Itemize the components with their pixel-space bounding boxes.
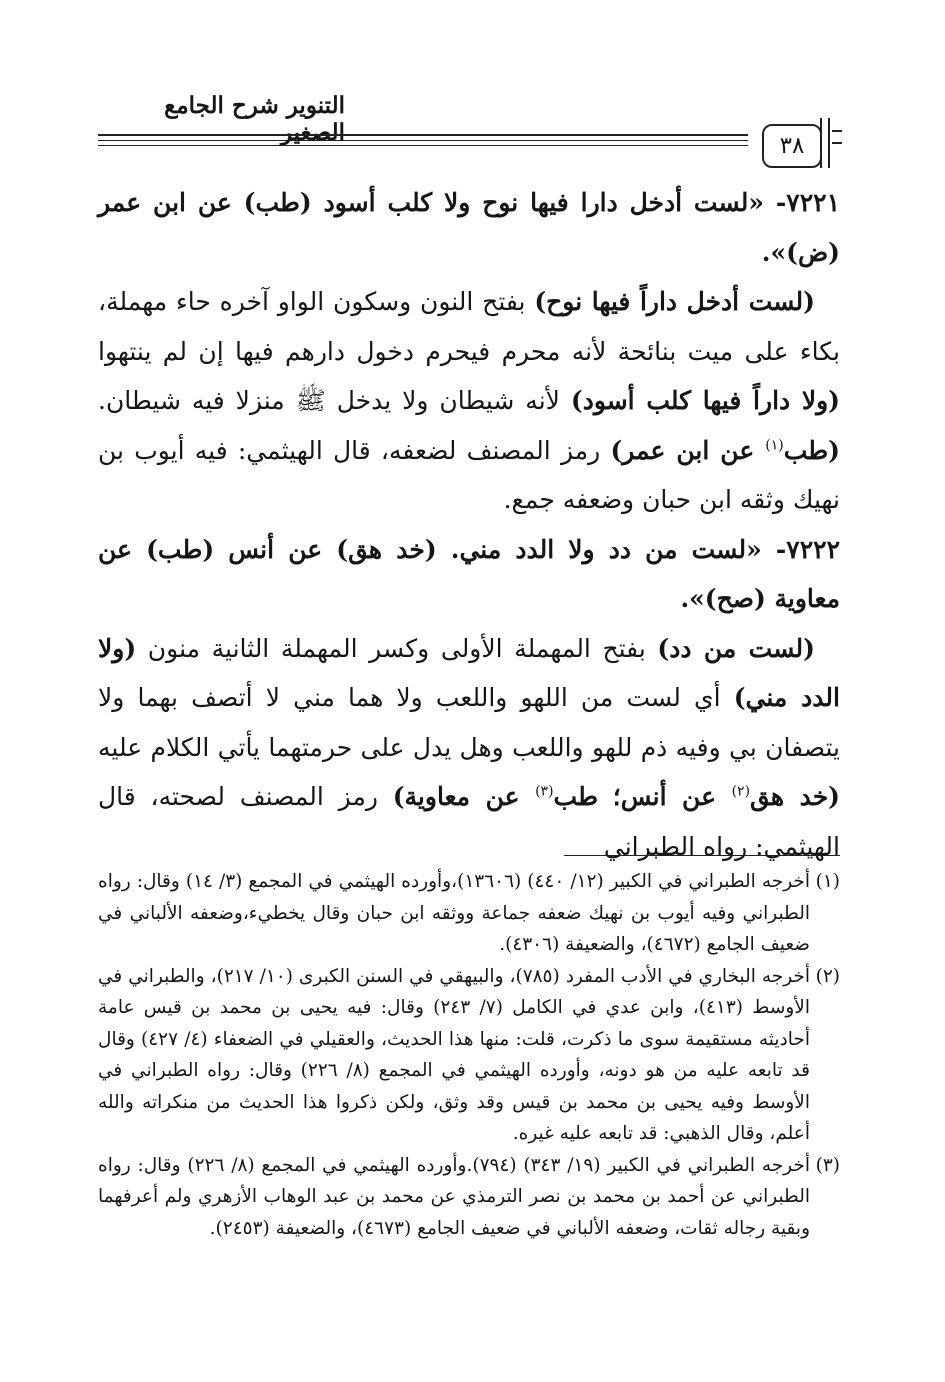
commentary-text: أي لست من اللهو واللعب ولا هما مني لا أتصف بهما ولا يتصفان بي وفيه ذم للهو واللعب وهل يدل على حرمتهما يأتي الكلام عليه <box>98 683 840 762</box>
footnote-marker[interactable]: (٢) <box>731 783 751 800</box>
quoted-phrase: (ولا داراً فيها كلب أسود) <box>570 386 840 415</box>
source-code: عن ابن عمر) <box>610 435 766 465</box>
commentary-text: رمز المصنف لضعفه، قال الهيثمي: فيه أيوب بن نهيك وثقه ابن حبان وضعفه جمع. <box>98 435 840 514</box>
header-rule-line <box>98 140 748 141</box>
quoted-phrase: (لست من دد) <box>657 633 815 663</box>
footnote-text: أخرجه الطبراني في الكبير (١٩/ ٣٤٣) (٧٩٤).وأورده الهيثمي في المجمع (٨/ ٢٢٦) وقال: رواه الطبراني عن أحمد بن محمد بن نصر الترمذي عن محمد بن عبد الوهاب الأزهري ولم أعرفهما وبقية رجاله ثقات، وضعفه الألباني في ضعيف الجامع (٤٦٧٣)، والضعيفة (٢٤٥٣). <box>98 1154 810 1239</box>
hadith-heading: ٧٢٢١- «لست أدخل دارا فيها نوح ولا كلب أسود (طب) عن ابن عمر (ض)». <box>98 188 840 267</box>
quoted-phrase: (لست أدخل داراً فيها نوح) <box>534 287 815 316</box>
footnote-marker[interactable]: (١) <box>765 437 784 454</box>
page-number-ornament <box>820 118 830 168</box>
running-header-title: التنوير شرح الجامع الصغير <box>164 92 345 146</box>
hadith-heading: ٧٢٢٢- «لست من دد ولا الدد مني. (خد هق) عن أنس (طب) عن معاوية (صح)». <box>98 534 840 613</box>
footnote-marker[interactable]: (٣) <box>535 783 554 800</box>
footnote-number: (١) <box>815 871 840 892</box>
commentary-text: لأنه شيطان ولا يدخل ﷺ منزلا فيه شيطان. <box>98 386 571 415</box>
footnote-number: (٢) <box>815 965 840 987</box>
page-number: ٣٨ <box>762 124 822 168</box>
source-code: (طب <box>783 435 840 465</box>
header-rule-line <box>98 145 748 146</box>
footnote-separator <box>564 855 840 856</box>
source-code: (خد هق <box>750 782 841 811</box>
footnote-text: أخرجه الطبراني في الكبير (١٢/ ٤٤٠) (١٣٦٠٦)،وأورده الهيثمي في المجمع (٣/ ١٤) وقال: رواه الطبراني وفيه أيوب بن نهيك ضعفه جماعة ووثقه ابن حبان وقال يخطيء،وضعفه الألباني في ضعيف الجامع (٤٦٧٢)، والضعيفة (٤٣٠٦). <box>98 871 810 955</box>
commentary-paragraph <box>98 624 840 872</box>
source-code: عن معاوية) <box>392 782 536 811</box>
footnote-number: (٣) <box>815 1154 840 1176</box>
header-rule <box>98 132 748 148</box>
footnotes <box>98 866 840 1244</box>
footnote-text: أخرجه البخاري في الأدب المفرد (٧٨٥)، والبيهقي في السنن الكبرى (١٠/ ٢١٧)، والطبراني في الأوسط (٤١٣)، وابن عدي في الكامل (٧/ ٢٤٣) وقال: فيه يحيى بن محمد بن قيس عامة أحاديثه مستقيمة سوى ما ذكرت، قلت: منها هذا الحديث، والعقيلي في الضعفاء (٤/ ٤٢٧) وقال قد تابعه عليه من هو دونه، وأورده الهيثمي في المجمع (٨/ ٢٢٦) وقال: رواه الطبراني في الأوسط وفيه يحيى بن محمد بن قيس وقد وثق، ولكن ذكروا هذا الحديث من منكراته والله أعلم، وقال الذهبي: قد تابعه عليه غيره. <box>98 965 810 1144</box>
source-code: عن أنس؛ <box>612 782 732 811</box>
commentary-text: رمز المصنف لصحته، قال الهيثمي: رواه الطبراني <box>98 782 840 861</box>
source-code: طب <box>553 782 598 811</box>
quoted-phrase: (ولا الدد مني) <box>98 633 840 712</box>
main-text <box>98 178 840 871</box>
footnote <box>98 1150 840 1245</box>
footnote <box>98 866 840 961</box>
commentary-text: بفتح النون وسكون الواو آخره حاء مهملة، بكاء على ميت بنائحة لأنه محرم فيحرم دخول دارهم فيها إن لم ينتهوا <box>98 287 840 366</box>
header-rule-line <box>98 134 748 136</box>
commentary-text <box>598 782 613 811</box>
page-number-ornament <box>832 130 842 144</box>
commentary-text: بفتح المهملة الأولى وكسر المهملة الثانية منون <box>136 633 658 663</box>
commentary-paragraph <box>98 277 840 525</box>
footnote <box>98 961 840 1150</box>
